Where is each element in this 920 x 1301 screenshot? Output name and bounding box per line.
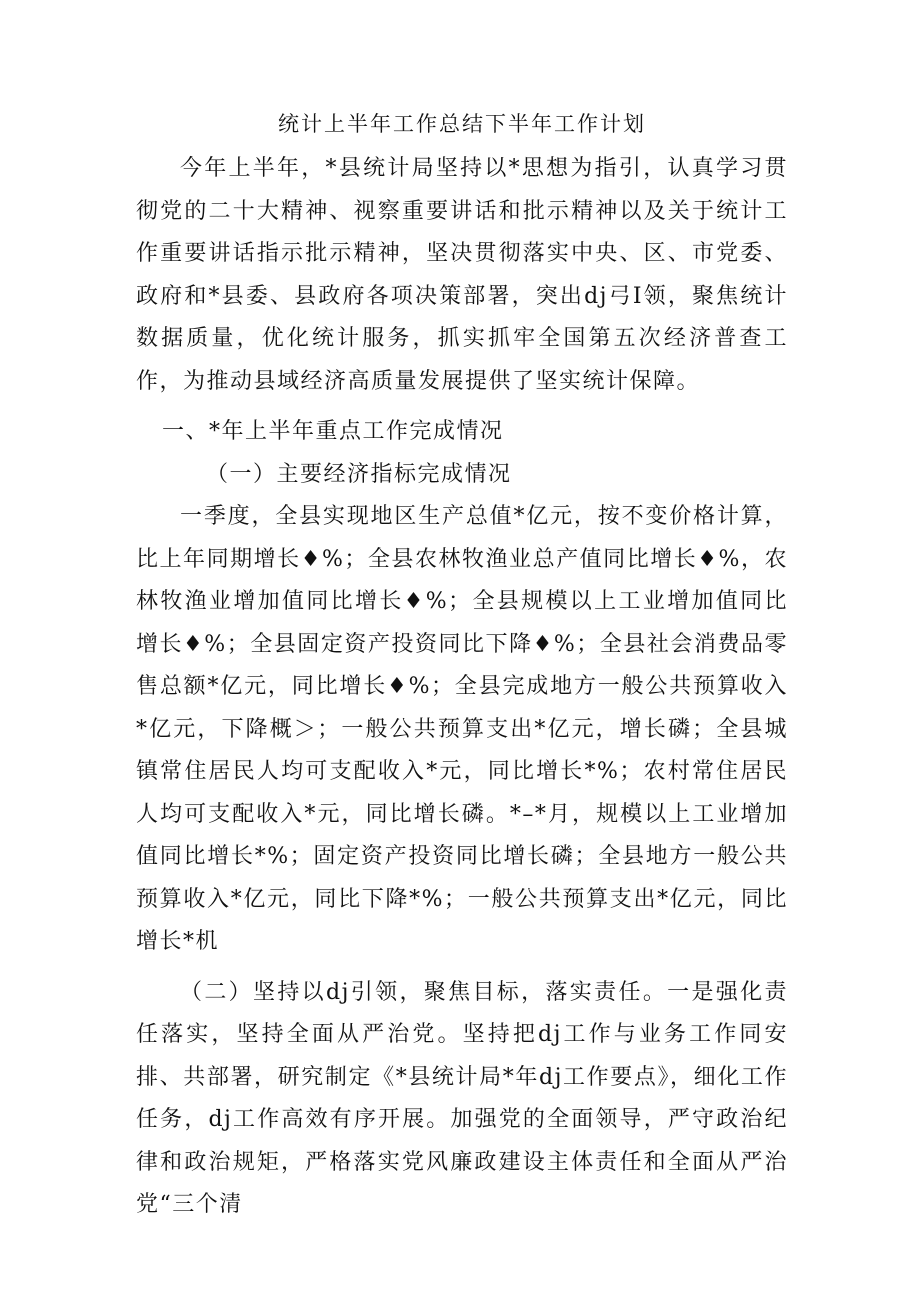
document-page	[136, 110, 788, 1227]
intro-paragraph: 今年上半年，*县统计局坚持以*思想为指引，认真学习贯彻党的二十大精神、视察重要讲话和批示精神以及关于统计工作重要讲话指示批示精神，坚决贯彻落实中央、区、市党委、政府和*县委、县政府各项决策部署，突出dj弓I领，聚焦统计数据质量，优化统计服务，抓实抓牢全国第五次经济普查工作，为推动县域经济高质量发展提供了坚实统计保障。	[136, 156, 788, 394]
document-title: 统计上半年工作总结下半年工作计划	[278, 112, 646, 136]
economic-indicators-paragraph: 一季度，全县实现地区生产总值*亿元，按不变价格计算，比上年同期增长♦%；全县农林牧渔业总产值同比增长♦%，农林牧渔业增加值同比增长♦%；全县规模以上工业增加值同比增长♦%；全县固定资产投资同比下降♦%；全县社会消费品零售总额*亿元，同比增长♦%；全县完成地方一般公共预算收入*亿元，下降概＞；一般公共预算支出*亿元，增长磷；全县城镇常住居民人均可支配收入*元，同比增长*%；农村常住居民人均可支配收入*元，同比增长磷。*–*月，规模以上工业增加值同比增长*%；固定资产投资同比增长磷；全县地方一般公共预算收入*亿元，同比下降*%；一般公共预算支出*亿元，同比增长*机	[136, 504, 789, 954]
subsection-heading-1: （一）主要经济指标完成情况	[206, 461, 512, 487]
party-leadership-paragraph: （二）坚持以dj引领，聚焦目标，落实责任。一是强化责任落实，坚持全面从严治党。坚持把dj工作与业务工作同安排、共部署，研究制定《*县统计局*年dj工作要点》，细化工作任务，dj工作高效有序开展。加强党的全面领导，严守政治纪律和政治规矩，严格落实党风廉政建设主体责任和全面从严治党“三个清	[136, 979, 789, 1217]
section-heading-1: 一、*年上半年重点工作完成情况	[162, 419, 504, 444]
